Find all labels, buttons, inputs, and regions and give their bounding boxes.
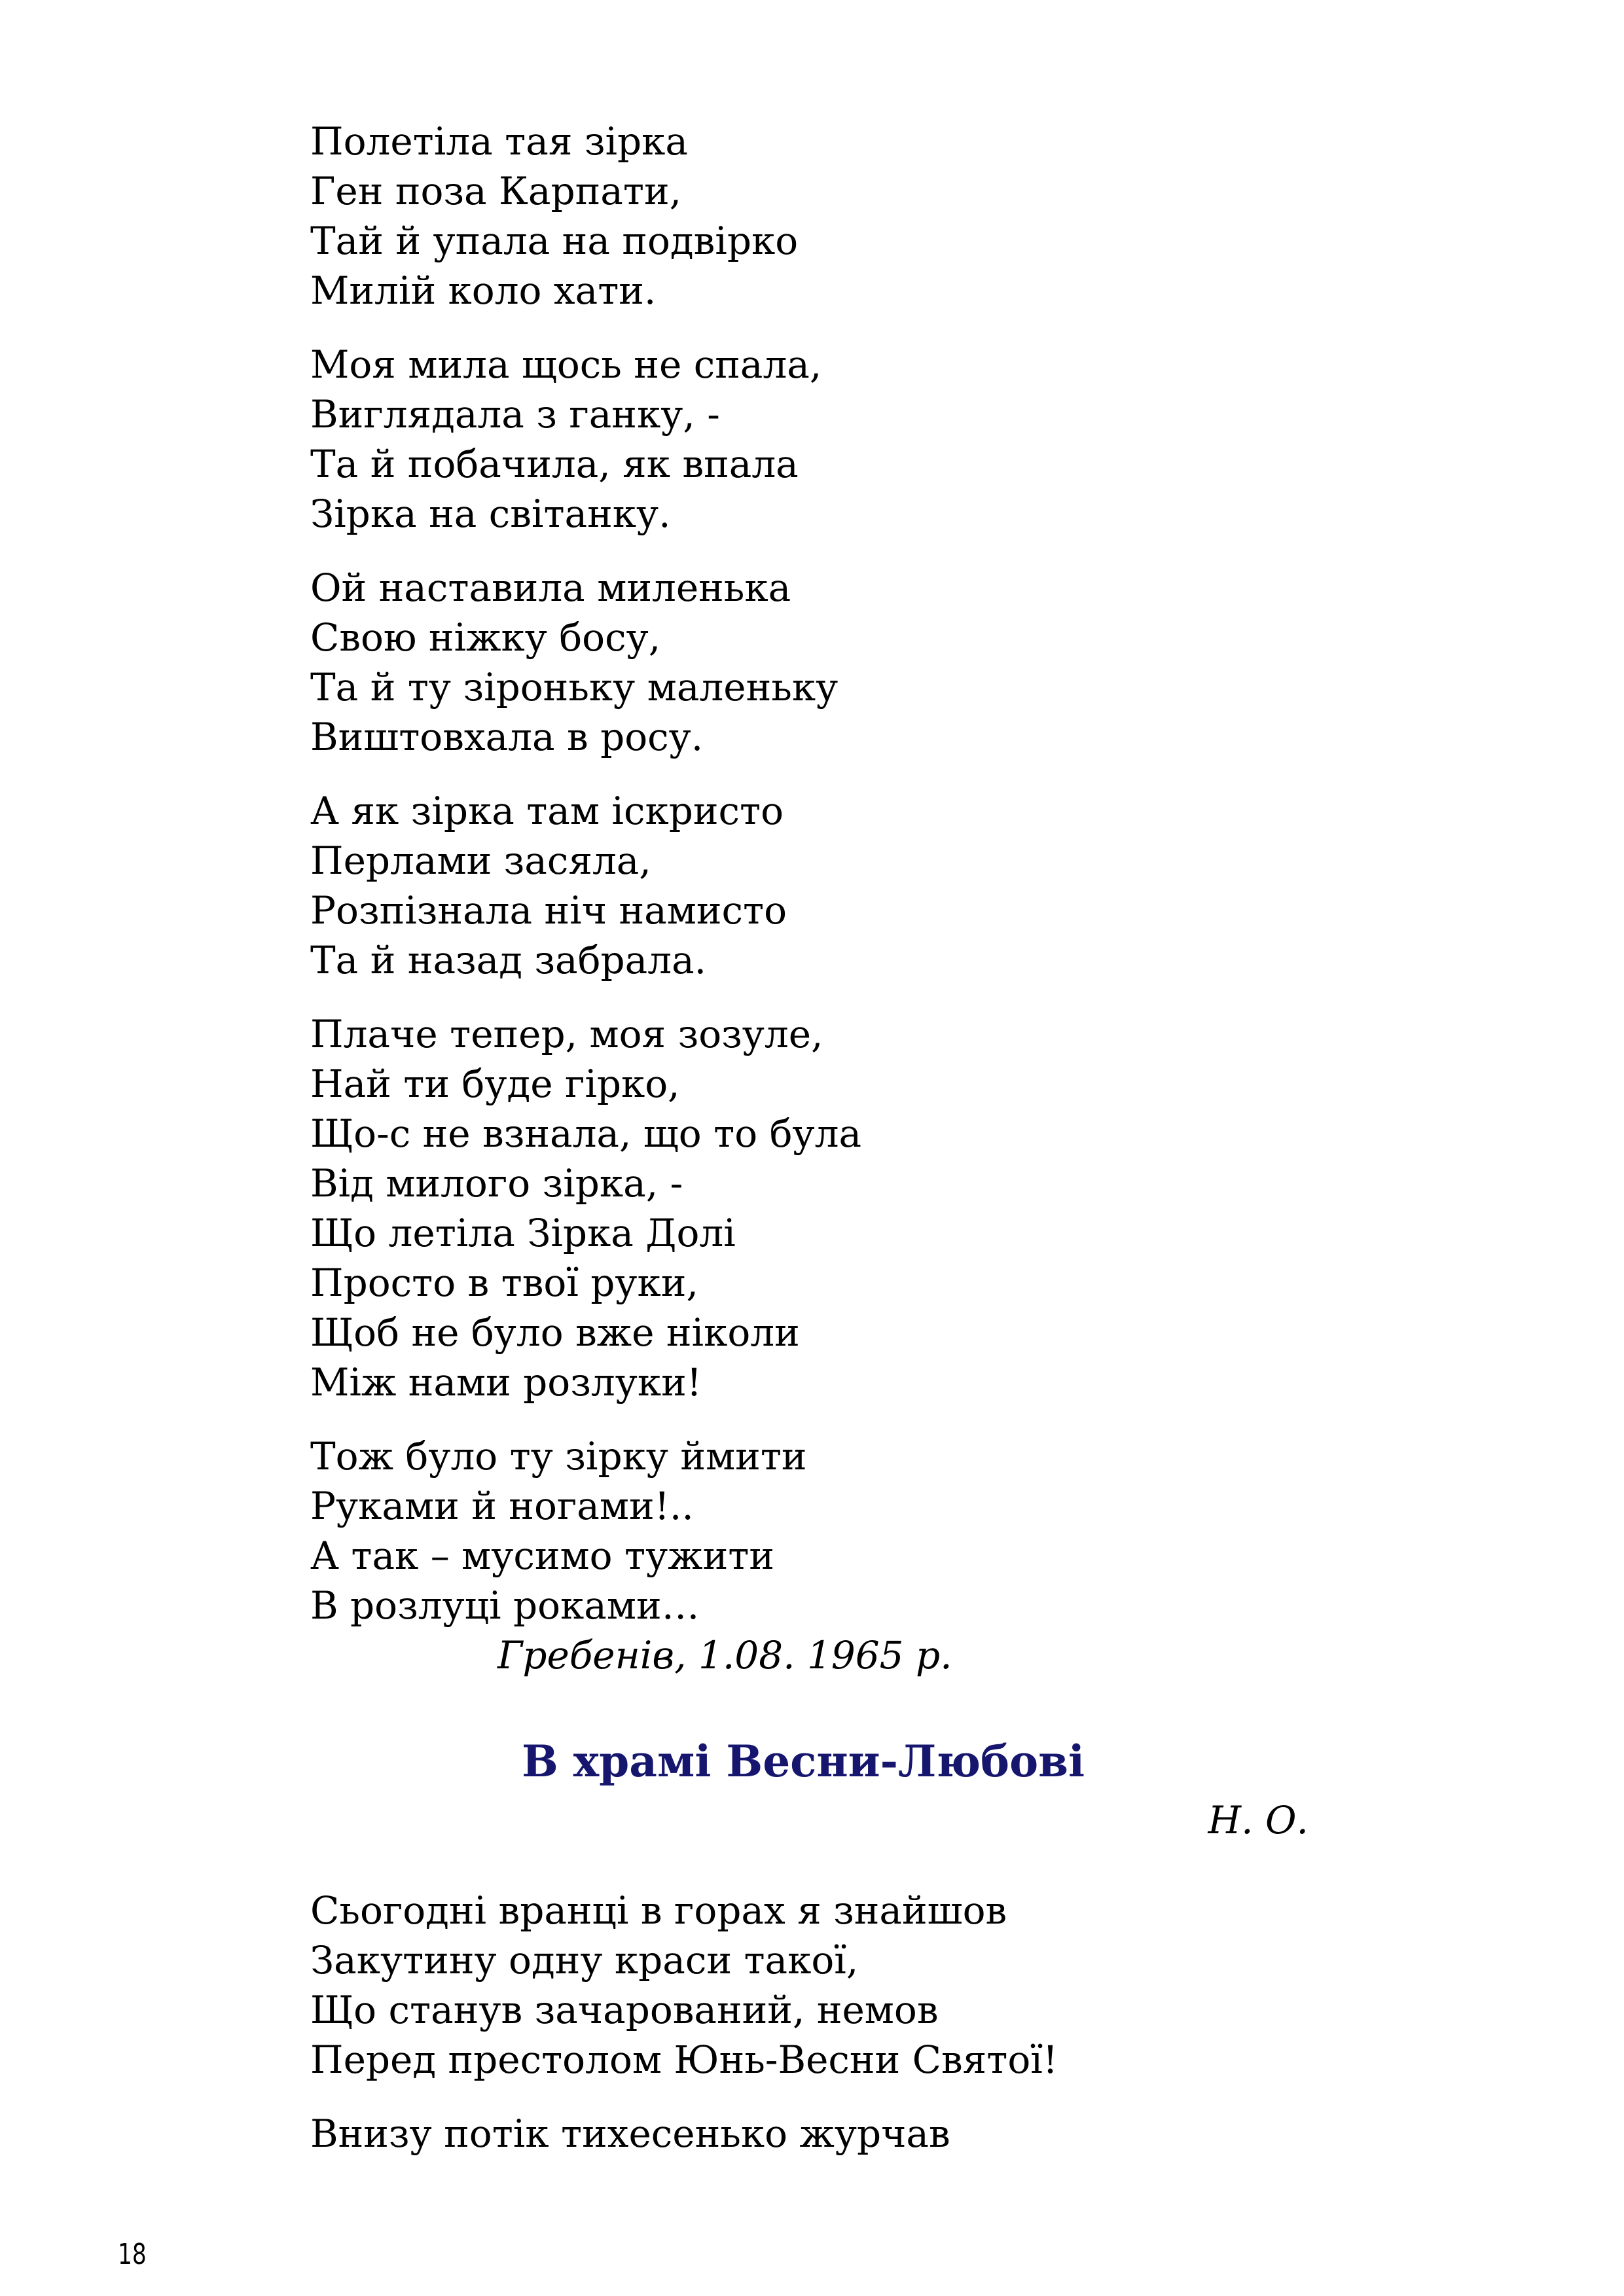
- poem-line: Плаче тепер, моя зозуле,: [310, 1012, 823, 1056]
- poem-title: В храмі Весни-Любові: [522, 1736, 1085, 1787]
- poem-line: Милій коло хати.: [310, 268, 657, 313]
- poem-line: Най ти буде гірко,: [310, 1062, 680, 1106]
- page-number: 18: [118, 2238, 147, 2271]
- poem-line: Від милого зірка, -: [310, 1161, 683, 1206]
- poem-text-block: [310, 117, 1358, 2183]
- poem-line: Моя мила щось не спала,: [310, 342, 822, 387]
- poem-line: Тай й упала на подвірко: [310, 219, 799, 263]
- poem1-stanza-3: [310, 563, 1358, 762]
- poem1-stanza-2: [310, 340, 1358, 539]
- poem-line: Свою ніжку босу,: [310, 615, 661, 660]
- poem-line: Перлами засяла,: [310, 838, 651, 883]
- poem-line: Та й ту зіроньку маленьку: [310, 665, 839, 709]
- poem-line: Розпізнала ніч намисто: [310, 888, 787, 933]
- poem-line: Сьогодні вранці в горах я знайшов: [310, 1888, 1007, 1933]
- poem-line: Виштовхала в росу.: [310, 715, 704, 759]
- poem1-stanza-4: [310, 786, 1358, 985]
- poem-line: Полетіла тая зірка: [310, 119, 688, 164]
- poem-line: Перед престолом Юнь-Весни Святої!: [310, 2037, 1058, 2082]
- poem2-stanza-2: [310, 2109, 1358, 2159]
- poem-line: Між нами розлуки!: [310, 1360, 702, 1405]
- poem-line: Руками й ногами!..: [310, 1484, 694, 1528]
- poem-line: Що летіла Зірка Долі: [310, 1211, 736, 1255]
- poem-line: Виглядала з ганку, -: [310, 392, 720, 437]
- poem-line: Щоб не було вже ніколи: [310, 1310, 800, 1355]
- poem-line: Ой наставила миленька: [310, 565, 791, 610]
- poem1-stanza-1: [310, 117, 1358, 315]
- poem-line: В розлуці роками…: [310, 1583, 700, 1628]
- poem-line: Тож було ту зірку ймити: [310, 1434, 807, 1479]
- poem-line: Зірка на світанку.: [310, 492, 671, 536]
- poem-line: Що-с не взнала, що то була: [310, 1111, 862, 1156]
- poem-line: Що станув зачарований, немов: [310, 1988, 939, 2032]
- poem-line: Ген поза Карпати,: [310, 169, 682, 213]
- poem-line: А як зірка там іскристо: [310, 789, 784, 833]
- poem-author: Н. О.: [1208, 1798, 1308, 1842]
- poem-line: Внизу потік тихесенько журчав: [310, 2111, 950, 2156]
- poem2-stanza-1: [310, 1886, 1358, 2085]
- poem1-stanza-6: [310, 1431, 1358, 1630]
- poem-line: А так – мусимо тужити: [310, 1534, 774, 1578]
- poem-line: Закутину одну краси такої,: [310, 1938, 859, 1982]
- poem-line: Просто в твої руки,: [310, 1261, 698, 1305]
- poem-line: Та й побачила, як впала: [310, 442, 799, 486]
- poem-line: Та й назад забрала.: [310, 938, 707, 982]
- poem1-stanza-5: [310, 1009, 1358, 1407]
- poem-dateline: Гребенів, 1.08. 1965 р.: [497, 1633, 952, 1677]
